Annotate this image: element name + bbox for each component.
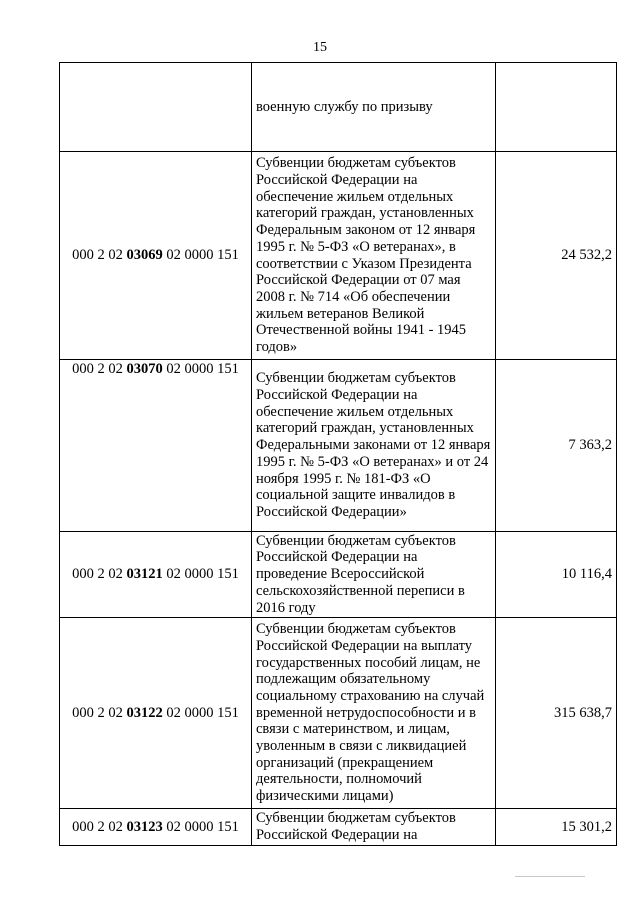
code-prefix: 000 2 02 xyxy=(72,704,127,721)
budget-revenue-table xyxy=(59,62,617,846)
amount-cell: 24 532,2 xyxy=(496,152,617,360)
code-bold-part: 03069 xyxy=(126,247,163,264)
code-bold-part: 03070 xyxy=(126,361,163,377)
code-suffix: 02 0000 151 xyxy=(162,704,239,721)
code-suffix: 02 0000 151 xyxy=(162,247,239,264)
code-suffix: 02 0000 151 xyxy=(162,361,239,377)
code-prefix: 000 2 02 xyxy=(72,247,127,264)
budget-code-cell xyxy=(60,63,252,152)
amount-cell: 15 301,2 xyxy=(496,809,617,846)
amount-cell: 10 116,4 xyxy=(496,532,617,618)
budget-code-cell xyxy=(60,360,252,532)
amount-cell xyxy=(496,63,617,152)
table-row xyxy=(60,809,617,846)
description-cell: Субвенции бюджетам субъектов Российской Федерации на обеспечение жильем отдельных категорий граждан, установленных Федеральными законами от 12 января 1995 г. № 5-ФЗ «О ветеранах» и от 24 ноября 1995 г. № 181-ФЗ «О социальной защите инвалидов в Российской Федерации» xyxy=(252,360,496,532)
budget-code-cell xyxy=(60,152,252,360)
budget-code-cell xyxy=(60,618,252,809)
code-bold-part: 03121 xyxy=(126,566,163,583)
description-cell: Субвенции бюджетам субъектов Российской Федерации на проведение Всероссийской сельскохозяйственной переписи в 2016 году xyxy=(252,532,496,618)
amount-cell: 315 638,7 xyxy=(496,618,617,809)
page-number: 15 xyxy=(313,40,327,55)
amount-cell: 7 363,2 xyxy=(496,360,617,532)
budget-code-cell xyxy=(60,809,252,846)
table-row xyxy=(60,63,617,152)
table-row xyxy=(60,152,617,360)
budget-code-cell xyxy=(60,532,252,618)
table-row xyxy=(60,360,617,532)
description-cell: военную службу по призыву xyxy=(252,63,496,152)
code-suffix: 02 0000 151 xyxy=(162,818,239,835)
description-cell: Субвенции бюджетам субъектов Российской Федерации на xyxy=(252,809,496,846)
code-bold-part: 03123 xyxy=(126,818,163,835)
table-row xyxy=(60,532,617,618)
description-cell: Субвенции бюджетам субъектов Российской Федерации на выплату государственных пособий лицам, не подлежащим обязательному социальному страхованию на случай временной нетрудоспособности и в связи с материнством, и лицам, уволенным в связи с ликвидацией организаций (прекращением деятельности, полномочий физическими лицами) xyxy=(252,618,496,809)
code-prefix: 000 2 02 xyxy=(72,361,127,377)
code-suffix: 02 0000 151 xyxy=(162,566,239,583)
scan-artifact-line xyxy=(515,876,585,877)
code-prefix: 000 2 02 xyxy=(72,818,127,835)
description-cell: Субвенции бюджетам субъектов Российской Федерации на обеспечение жильем отдельных категорий граждан, установленных Федеральным законом от 12 января 1995 г. № 5-ФЗ «О ветеранах», в соответствии с Указом Президента Российской Федерации от 07 мая 2008 г. № 714 «Об обеспечении жильем ветеранов Великой Отечественной войны 1941 - 1945 годов» xyxy=(252,152,496,360)
table-row xyxy=(60,618,617,809)
code-bold-part: 03122 xyxy=(126,704,163,721)
code-prefix: 000 2 02 xyxy=(72,566,127,583)
